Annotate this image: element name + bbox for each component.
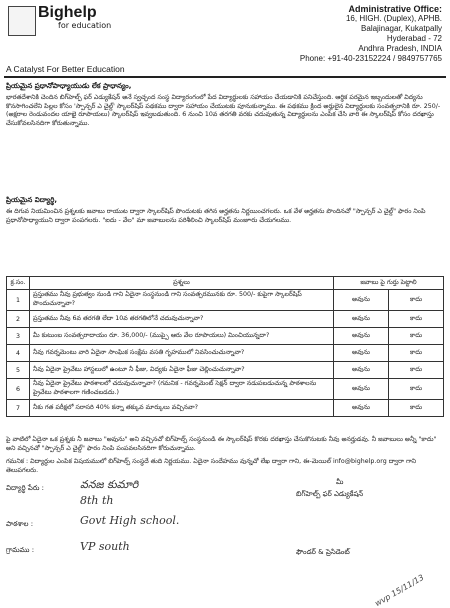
org-label: బిగ్‌హెల్ప్ ఫర్ ఎడ్యుకేషన్ — [296, 490, 364, 498]
village-label: గ్రామము : — [6, 546, 35, 554]
office-line: Phone: +91-40-23152224 / 9849757765 — [299, 54, 442, 63]
office-line: 16, HIGH. (Duplex), APHB. — [345, 14, 442, 23]
row-question: నీకు గత పరీక్షలో సరాసరి 40% కన్నా తక్కువ మార్కులు వచ్చినవా? — [30, 400, 334, 417]
brand-sub: for education — [58, 21, 112, 30]
date-stamp: wvp 15/11/13 — [373, 572, 426, 608]
school-label: పాఠశాల : — [6, 520, 34, 528]
brand-name: Bighelp — [38, 4, 97, 21]
answer-yes[interactable]: అవును — [334, 362, 389, 379]
row-question: ప్రస్తుతము నీవు 6వ తరగతి లేదా 10వ తరగతిలోనే చదువుచున్నావా? — [30, 311, 334, 328]
office-line: Andhra Pradesh, INDIA — [358, 44, 442, 53]
answer-yes[interactable]: అవును — [334, 328, 389, 345]
row-no: 4 — [7, 345, 30, 362]
row-question: మీ కుటుంబ సంవత్సరాదాయం రూ. 36,000/- (ముప్పై ఆరు వేల రూపాయలు) మించియున్నదా? — [30, 328, 334, 345]
answer-yes[interactable]: అవును — [334, 345, 389, 362]
student-name-label: విద్యార్థి పేరు : — [6, 484, 44, 492]
col-question: ప్రశ్నలు — [30, 277, 334, 290]
school-value[interactable]: Govt High school. — [80, 514, 180, 527]
header-rule — [4, 76, 446, 78]
student-name-value[interactable]: వనజ కుమారి — [80, 478, 139, 491]
yours-label: మీ — [336, 478, 344, 486]
salutation-head: ప్రియమైన ప్రధానోపాధ్యాయుడు లేక ప్రాధాన్యం, — [6, 82, 132, 90]
row-question: నీవు ఏదైనా ప్రైవేటు పాఠశాలలో చదువుచున్నావా? (గమనిక - గవర్నమెంట్ సెక్షన్ ద్వారా నడుపబడుచున్న పాఠశాలను ప్రైవేటు పాఠశాలగా గణించబడదు.) — [30, 379, 334, 400]
answer-yes[interactable]: అవును — [334, 379, 389, 400]
founder-label: ఫౌండర్ & ప్రెసిడెంట్ — [296, 548, 350, 556]
tagline: A Catalyst For Better Education — [6, 64, 125, 74]
salutation-student: ప్రియమైన విద్యార్థి, — [6, 196, 58, 204]
logo — [8, 6, 36, 36]
instructions-paragraph: ఈ దిగువ నియమించిన ప్రశ్నలకు జవాబు రాయుట ద్వారా స్కాలర్‌షిప్ పొందుటకు తగిన అర్హతను నిర్ణయించగలరు. ఒక వేళ అర్హతను పొందినచో "స్పాన్సర్ ఎ చైల్డ్" ఫారం నింపి ప్రధానోపాధ్యాయుని ద్వారా పంపగలరు. "ఐదు - వేల" మా జవాబులను పరిశీలించి స్కాలర్‌షిప్ మంజూరు చేయగలము. — [6, 208, 426, 224]
table-row — [7, 311, 444, 328]
village-value[interactable]: VP south — [80, 540, 130, 553]
intro-paragraph: భారతదేశానికి చెందిన బిగ్‌హెల్ప్ ఫర్ ఎడ్యుకేషన్ అనే స్వచ్ఛంద సంస్థ విద్యారంగంలో పేద విద్యార్థులకు సహాయం చేయడానికి పనిచేస్తుంది. ఆర్థిక పరమైన ఇబ్బందులతో విద్యను కొనసాగించలేని పిల్లల కోసం 'స్పాన్సర్ ఎ చైల్డ్' స్కాలర్‌షిప్ పథకము ద్వారా సహాయం చేయుటకు పూనుకున్నాము. ఈ పథకము క్రింద అర్హులైన విద్యార్థులకు సంవత్సరానికి రూ. 250/- (అక్షరాల రెండువందల యాభై రూపాయలు) స్కాలర్‌షిప్ ఇవ్వబడుతుంది. 6 నుంచి 10వ తరగతి వరకు చదువుతున్న విద్యార్థులను ఎంపిక చేసి వారి ఈ స్కాలర్‌షిప్ కోసం దరఖాస్తు చేసుకోవలసినదిగా కోరుతున్నాము. — [6, 94, 441, 127]
answer-no[interactable]: కాదు — [389, 345, 444, 362]
table-row — [7, 400, 444, 417]
table-row — [7, 379, 444, 400]
row-no: 3 — [7, 328, 30, 345]
row-no: 1 — [7, 290, 30, 311]
answer-no[interactable]: కాదు — [389, 290, 444, 311]
answer-no[interactable]: కాదు — [389, 311, 444, 328]
answer-yes[interactable]: అవును — [334, 290, 389, 311]
student-class-value[interactable]: 8th th — [80, 494, 114, 507]
answer-no[interactable]: కాదు — [389, 362, 444, 379]
eligibility-note: పై వాటిలో ఏదైనా ఒక ప్రశ్నకు నీ జవాబు "అవును" అని వచ్చినచో బిగ్‌హెల్ప్ సంస్థనుండి ఈ స్కాలర్‌షిప్ కొరకు దరఖాస్తు చేసుకొనుటకు నీవు అనర్హుడవు. నీ జవాబులు అన్నీ "కాదు" అని వచ్చినచో "స్పాన్సర్ ఎ చైల్డ్" ఫారం నింపి పంపవలసినదిగా కోరుచున్నాము. — [6, 436, 437, 452]
row-no: 7 — [7, 400, 30, 417]
questions-table — [6, 276, 444, 417]
table-row — [7, 290, 444, 311]
answer-no[interactable]: కాదు — [389, 328, 444, 345]
table-row — [7, 345, 444, 362]
office-line: Balajinagar, Kukatpally — [361, 24, 442, 33]
office-line: Hyderabad - 72 — [386, 34, 442, 43]
answer-no[interactable]: కాదు — [389, 400, 444, 417]
answer-yes[interactable]: అవును — [334, 311, 389, 328]
table-row — [7, 362, 444, 379]
table-row — [7, 328, 444, 345]
row-question: ప్రస్తుతము నీవు ప్రభుత్వం నుండి గాని ఏదైనా సంస్థనుండి గాని సంవత్సరమునకు రూ. 500/- కుపైగా స్కాలర్‌షిప్ పొందుచున్నావా? — [30, 290, 334, 311]
row-no: 5 — [7, 362, 30, 379]
row-no: 6 — [7, 379, 30, 400]
remark: గమనిక : విద్యార్థుల ఎంపిక విషయములో బిగ్‌హెల్ప్ సంస్థదే తుది నిర్ణయము. ఏదైనా సందేహము వున్నచో లేఖ ద్వారా గాని, ఈ-మెయిల్ info@bighelp.org ద్వారా గాని తెలుపగలరు. — [6, 458, 417, 474]
row-question: నీవు ఏదైనా ప్రైవేటు హాస్టలులో ఉంటూ నీ ఫీజు, విద్యకు ఏదైనా ఫీజు చెల్లించుచున్నావా? — [30, 362, 334, 379]
row-no: 2 — [7, 311, 30, 328]
office-title: Administrative Office: — [348, 4, 442, 14]
answer-yes[interactable]: అవును — [334, 400, 389, 417]
office-address — [262, 4, 442, 64]
col-answer: జవాబు పై గుర్తు పెట్టాలి — [334, 277, 444, 290]
col-no: క్ర.సం. — [7, 277, 30, 290]
answer-no[interactable]: కాదు — [389, 379, 444, 400]
row-question: నీవు గవర్నమెంటు వారి ఏదైనా సాంఘిక సంక్షేమ వసతి గృహములో నివసించుచున్నావా? — [30, 345, 334, 362]
